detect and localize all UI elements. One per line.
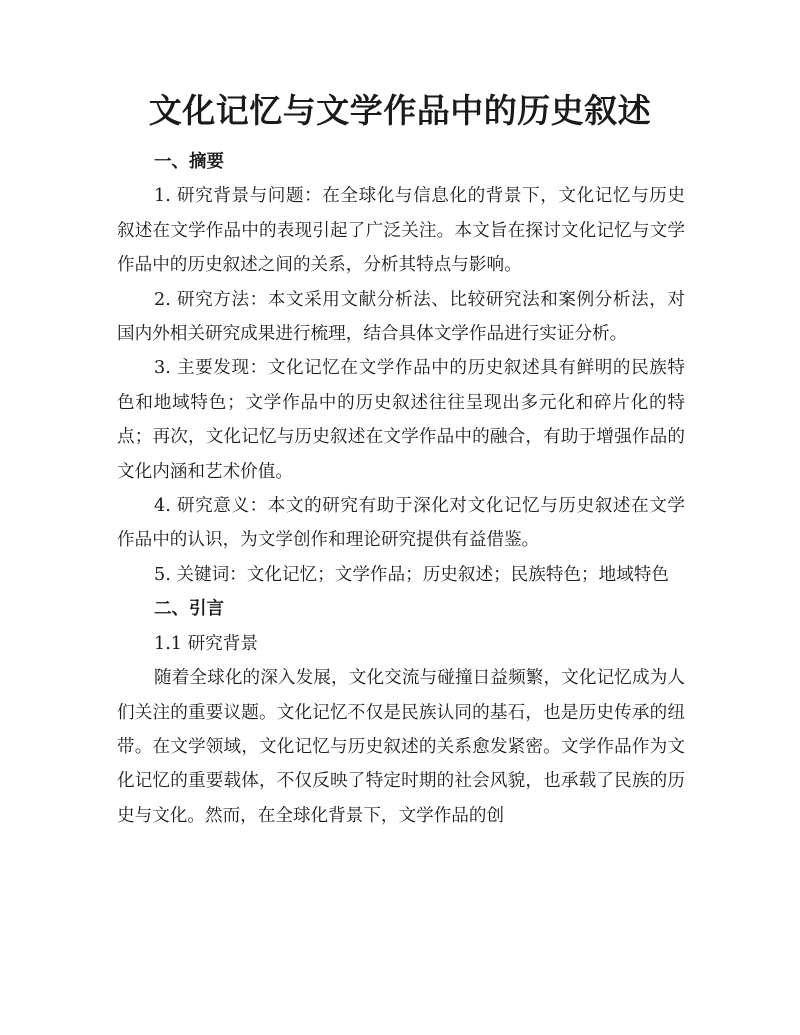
section-heading-introduction: 二、引言 <box>154 599 224 620</box>
introduction-paragraph: 随着全球化的深入发展，文化交流与碰撞日益频繁，文化记忆成为人们关注的重要议题。文化记忆不仅是民族认同的基石，也是历史传承的纽带。在文学领域，文化记忆与历史叙述的关系愈发紧密。文学作品作为文化记忆的重要载体，不仅反映了特定时期的社会风貌，也承载了民族的历史与文化。然而，在全球化背景下，文学作品的创 <box>117 668 685 826</box>
abstract-paragraph-keywords: 5. 关键词：文化记忆；文学作品；历史叙述；民族特色；地域特色 <box>154 564 670 585</box>
abstract-paragraph-background: 1. 研究背景与问题：在全球化与信息化的背景下，文化记忆与历史叙述在文学作品中的表现引起了广泛关注。本文旨在探讨文化记忆与文学作品中的历史叙述之间的关系，分析其特点与影响。 <box>117 186 685 276</box>
document-body <box>117 145 685 833</box>
abstract-paragraph-findings: 3. 主要发现：文化记忆在文学作品中的历史叙述具有鲜明的民族特色和地域特色；文学作品中的历史叙述往往呈现出多元化和碎片化的特点；再次，文化记忆与历史叙述在文学作品中的融合，有助于增强作品的文化内涵和艺术价值。 <box>117 358 685 482</box>
document-title: 文化记忆与文学作品中的历史叙述 <box>148 91 652 130</box>
section-heading-abstract: 一、摘要 <box>154 152 224 172</box>
subsection-heading-background: 1.1 研究背景 <box>154 633 258 654</box>
abstract-paragraph-significance: 4. 研究意义：本文的研究有助于深化对文化记忆与历史叙述在文学作品中的认识，为文学创作和理论研究提供有益借鉴。 <box>117 496 685 551</box>
abstract-paragraph-methods: 2. 研究方法：本文采用文献分析法、比较研究法和案例分析法，对国内外相关研究成果进行梳理，结合具体文学作品进行实证分析。 <box>117 289 685 345</box>
